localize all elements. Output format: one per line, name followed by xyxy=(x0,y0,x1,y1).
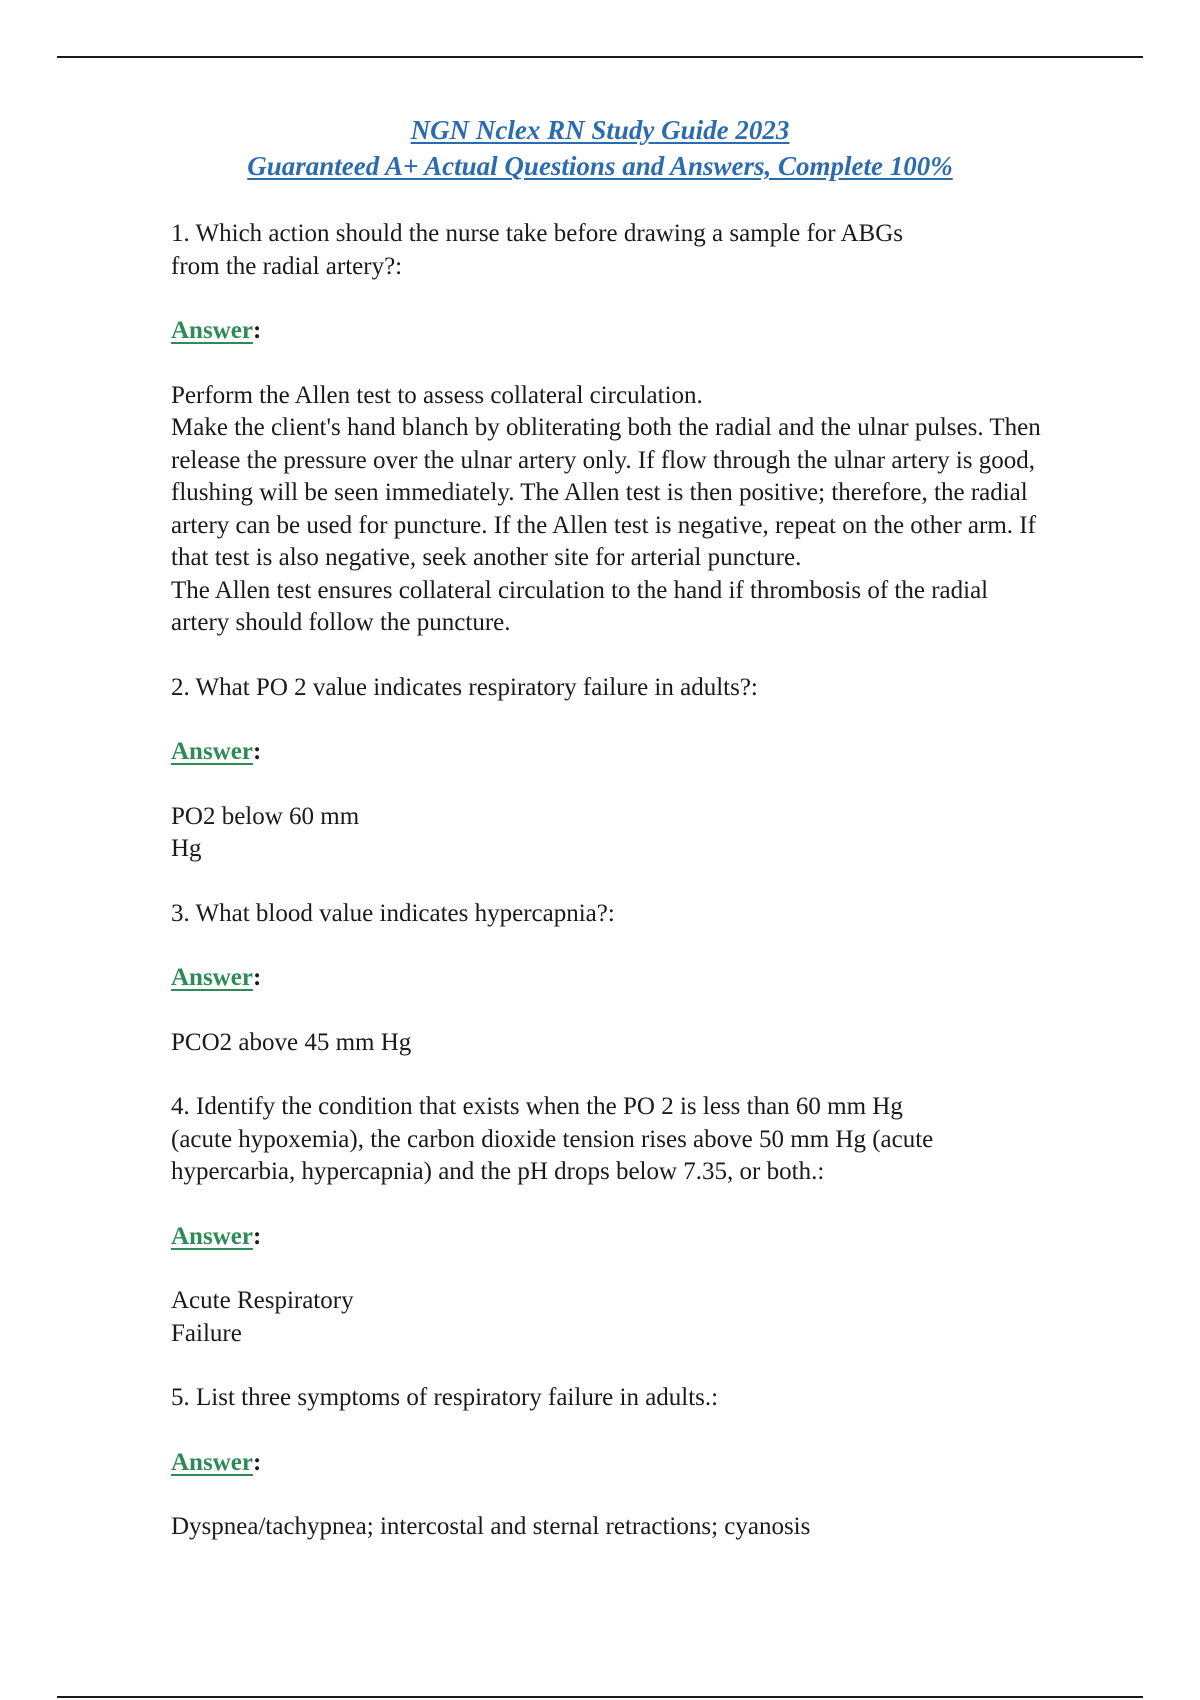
question-text: 4. Identify the condition that exists when the PO 2 is less than 60 mm Hg (acute hypoxemia), the carbon dioxide tension rises above 50 mm Hg (acute hypercarbia, hypercapnia) and the pH drops below 7.35, or both.: xyxy=(171,1093,934,1185)
document-subtitle: Guaranteed A+ Actual Questions and Answers, Complete 100% xyxy=(247,151,953,181)
question-text: 2. What PO 2 value indicates respiratory failure in adults?: xyxy=(171,673,758,701)
answer-label: Answer: xyxy=(171,738,262,765)
answer-label: Answer: xyxy=(171,964,262,991)
bottom-divider xyxy=(57,1696,1143,1698)
answer-text: PCO2 above 45 mm Hg xyxy=(171,1028,412,1056)
answer-text: PO2 below 60 mm Hg xyxy=(171,802,360,862)
qa-item-1 xyxy=(171,218,1131,640)
question-text: 5. List three symptoms of respiratory failure in adults.: xyxy=(171,1384,719,1411)
answer-text: Dyspnea/tachypnea; intercostal and sternal retractions; cyanosis xyxy=(171,1513,811,1540)
qa-item-4 xyxy=(171,1091,1131,1350)
top-divider xyxy=(57,56,1143,58)
answer-label: Answer: xyxy=(171,1448,262,1476)
document-header xyxy=(0,112,1200,184)
answer-label: Answer: xyxy=(171,1222,262,1250)
question-text: 3. What blood value indicates hypercapnia?: xyxy=(171,899,615,927)
answer-label: Answer: xyxy=(171,317,262,344)
qa-item-2 xyxy=(171,672,1131,866)
qa-list xyxy=(171,218,1131,1576)
qa-item-3 xyxy=(171,898,1131,1060)
document-title: NGN Nclex RN Study Guide 2023 xyxy=(410,115,790,145)
answer-text: Perform the Allen test to assess collateral circulation. Make the client's hand blanch by obliterating both the radial and the ulnar pulses. Then release the pressure over the ulnar artery only. If flow through the ulnar artery is good, flushing will be seen immediately. The Allen test is then positive; therefore, the radial artery can be used for puncture. If the Allen test is negative, repeat on the other arm. If that test is also negative, seek another site for arterial puncture. The Allen test ensures collateral circulation to the hand if thrombosis of the radial artery should follow the puncture. xyxy=(171,381,1041,636)
answer-text: Acute Respiratory Failure xyxy=(171,1287,354,1347)
qa-item-5 xyxy=(171,1382,1131,1544)
question-text: 1. Which action should the nurse take before drawing a sample for ABGs from the radial artery?: xyxy=(171,220,903,280)
